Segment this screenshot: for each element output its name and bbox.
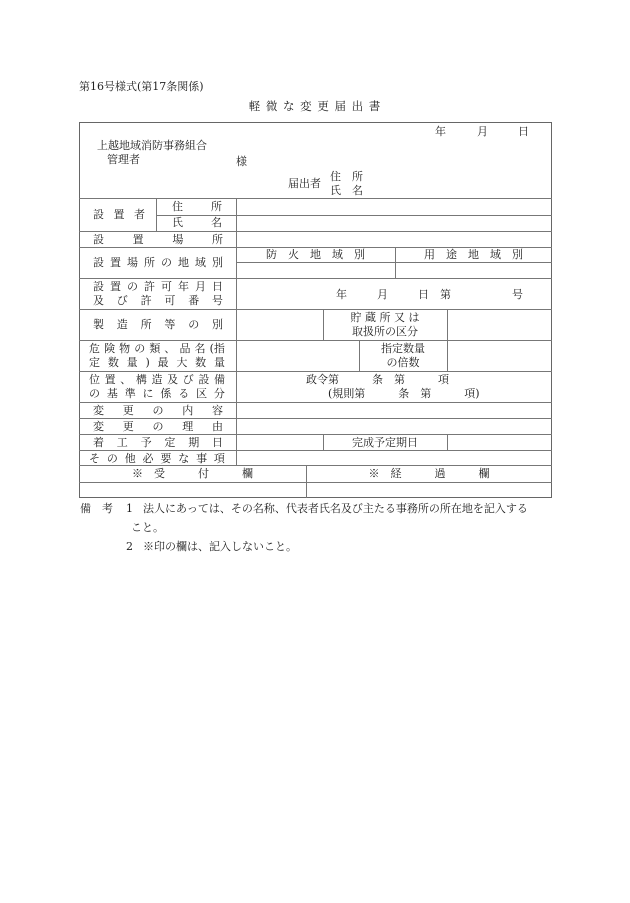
standard-rule: (規則第 条 第 項) [328, 387, 480, 400]
applicant-label: 届出者 [288, 177, 321, 190]
division-field[interactable] [448, 310, 552, 339]
note-2-text: ※印の欄は、記入しないこと。 [143, 540, 297, 553]
installer-address-field[interactable] [237, 199, 552, 214]
hazmat-label-line2: 定 数 量 ) 最 大 数 量 [89, 356, 225, 369]
zone-label: 設 置 場 所 の 地 域 別 [93, 256, 223, 269]
divider [79, 371, 552, 372]
fire-zone-field[interactable] [237, 263, 394, 277]
start-date-label: 着 工 予 定 期 日 [93, 436, 223, 449]
applicant-address-label: 住 所 [330, 170, 363, 183]
facility-type-field[interactable] [237, 310, 322, 339]
honorific: 様 [236, 155, 247, 168]
addressee-org: 上越地域消防事務組合 [97, 139, 207, 152]
permit-year: 年 [336, 288, 347, 301]
date-day: 日 [518, 125, 529, 138]
start-date-field[interactable] [237, 435, 322, 449]
division-label-line2: 取扱所の区分 [352, 325, 418, 338]
note-2-number: 2 [126, 540, 133, 553]
installer-name-field[interactable] [237, 216, 552, 230]
other-label: そ の 他 必 要 な 事 項 [89, 452, 225, 465]
installer-label: 設 置 者 [93, 208, 148, 221]
installer-name-label: 氏 名 [172, 216, 222, 229]
completion-date-label: 完成予定期日 [352, 436, 418, 449]
multiple-label-line1: 指定数量 [381, 342, 425, 355]
multiple-field[interactable] [448, 341, 552, 370]
permit-go: 号 [512, 288, 523, 301]
use-zone-label: 用 途 地 域 別 [424, 248, 523, 261]
permit-no: 第 [440, 288, 451, 301]
facility-type-label: 製 造 所 等 の 別 [93, 318, 223, 331]
change-content-field[interactable] [237, 403, 552, 417]
page-title: 軽 微 な 変 更 届 出 書 [248, 99, 382, 113]
fire-zone-label: 防 火 地 域 別 [266, 248, 365, 261]
permit-label-line1: 設 置 の 許 可 年 月 日 [93, 280, 223, 293]
permit-month: 月 [377, 288, 388, 301]
use-zone-field[interactable] [396, 263, 552, 277]
division-label-line1: 貯 蔵 所 又 は [350, 311, 420, 324]
addressee-title: 管理者 [107, 153, 140, 166]
reception-field [80, 483, 305, 497]
divider [79, 278, 552, 279]
note-1-continuation: こと。 [131, 521, 164, 534]
progress-field [307, 483, 551, 497]
permit-label-line2: 及 び 許 可 番 号 [93, 294, 223, 307]
location-label: 設 置 場 所 [93, 233, 223, 246]
divider [79, 465, 552, 466]
reception-label: ※ 受 付 欄 [132, 467, 253, 480]
standard-label-line2: の 基 準 に 係 る 区 分 [89, 387, 225, 400]
change-reason-field[interactable] [237, 419, 552, 433]
change-content-label: 変 更 の 内 容 [93, 404, 223, 417]
completion-date-field[interactable] [448, 435, 552, 449]
hazmat-field[interactable] [237, 341, 358, 370]
standard-label-line1: 位 置 、 構 造 及 び 設 備 [89, 373, 225, 386]
location-field[interactable] [237, 232, 552, 246]
installer-address-label: 住 所 [172, 200, 222, 213]
date-month: 月 [477, 125, 488, 138]
divider [156, 198, 157, 231]
permit-day: 日 [418, 288, 429, 301]
applicant-name-label: 氏 名 [330, 184, 363, 197]
progress-label: ※ 経 過 欄 [368, 467, 490, 480]
other-field[interactable] [237, 451, 552, 464]
form-number: 第16号様式(第17条関係) [79, 80, 204, 93]
hazmat-label-line1: 危 険 物 の 類 、 品 名 (指 [89, 342, 225, 355]
change-reason-label: 変 更 の 理 由 [93, 420, 223, 433]
note-1-text: 法人にあっては、その名称、代表者氏名及び主たる事務所の所在地を記入する [143, 502, 528, 515]
notes-heading: 備 考 [80, 502, 113, 515]
standard-ordinance: 政令第 条 第 項 [306, 373, 449, 386]
note-1-number: 1 [126, 502, 133, 515]
multiple-label-line2: の倍数 [386, 356, 420, 369]
date-year: 年 [435, 125, 446, 138]
